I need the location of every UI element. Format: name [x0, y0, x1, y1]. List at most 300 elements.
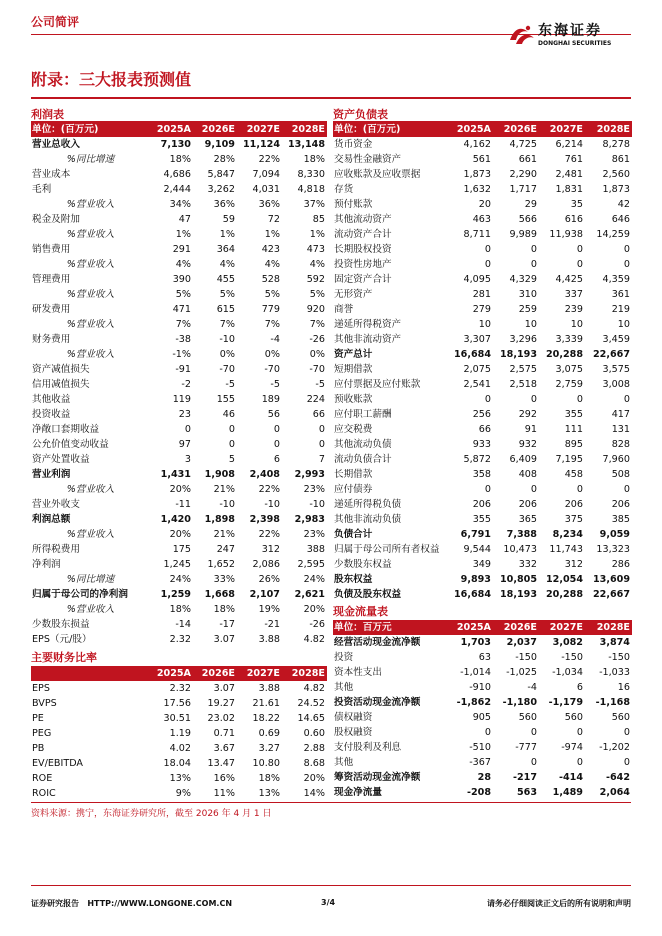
- row-value: 779: [261, 304, 280, 315]
- row-value: 23%: [303, 484, 325, 495]
- row-value: -1,014: [460, 667, 491, 678]
- row-value: 0: [484, 244, 491, 255]
- row-value: 47: [178, 214, 191, 225]
- row-value: 1,420: [160, 514, 191, 525]
- row-value: 2,575: [509, 364, 537, 375]
- row-value: -10: [264, 499, 280, 510]
- row-value: 0: [576, 727, 583, 738]
- row-label: 所得税费用: [32, 544, 80, 555]
- row-value: 34%: [169, 199, 191, 210]
- table-row: [333, 587, 632, 602]
- row-value: -1,025: [506, 667, 537, 678]
- table-row: [31, 527, 327, 542]
- table-row: [333, 542, 632, 557]
- row-value: 5: [228, 454, 235, 465]
- row-value: 18.04: [163, 758, 191, 769]
- row-label: 流动负债合计: [334, 454, 392, 465]
- header-year-cell: 2028E: [282, 666, 327, 681]
- table-row: [31, 711, 327, 726]
- row-label: 现金净流量: [334, 787, 382, 798]
- row-value: 3,459: [602, 334, 630, 345]
- table-row: [333, 302, 632, 317]
- table-row: [31, 392, 327, 407]
- row-value: 312: [261, 544, 280, 555]
- header-year-cell: 2028E: [282, 122, 327, 137]
- row-label: %营业收入: [66, 484, 115, 495]
- table-row: [31, 497, 327, 512]
- row-value: 259: [518, 304, 537, 315]
- row-value: 0: [184, 424, 191, 435]
- row-value: 18%: [169, 604, 191, 615]
- row-value: 0: [273, 424, 280, 435]
- row-value: 7,388: [506, 529, 537, 540]
- row-value: 4.82: [303, 683, 325, 694]
- row-value: 349: [472, 559, 491, 570]
- row-label: PE: [32, 713, 44, 724]
- row-label: 长期借款: [334, 469, 373, 480]
- row-label: %同比增速: [66, 154, 115, 165]
- row-value: 10: [617, 319, 630, 330]
- row-label: 资产处置收益: [32, 454, 90, 465]
- row-value: -5: [225, 379, 235, 390]
- row-value: 2,518: [509, 379, 537, 390]
- table-row: [31, 741, 327, 756]
- row-value: 0: [228, 424, 235, 435]
- row-value: 13,323: [596, 544, 630, 555]
- row-value: 21%: [213, 484, 235, 495]
- row-value: 361: [611, 289, 630, 300]
- row-value: 7,960: [602, 454, 630, 465]
- row-label: 其他收益: [32, 394, 71, 405]
- row-value: 408: [518, 469, 537, 480]
- row-value: 3,082: [552, 637, 583, 648]
- row-value: 10,805: [499, 574, 537, 585]
- row-value: 563: [516, 787, 537, 798]
- row-value: 0.71: [213, 728, 235, 739]
- row-value: 3: [184, 454, 191, 465]
- row-value: -974: [561, 742, 583, 753]
- row-value: 20,288: [545, 349, 583, 360]
- row-label: %营业收入: [66, 529, 115, 540]
- row-value: 17.56: [163, 698, 191, 709]
- row-value: 175: [172, 544, 191, 555]
- row-value: 13%: [258, 788, 280, 799]
- row-label: 应收账款及应收票据: [334, 169, 421, 180]
- row-value: 2,107: [249, 589, 280, 600]
- header-year-cell: 2027E: [237, 122, 282, 137]
- row-value: 0: [530, 244, 537, 255]
- row-value: 2,541: [463, 379, 491, 390]
- row-label: 固定资产合计: [334, 274, 392, 285]
- source-divider: [31, 802, 631, 803]
- row-value: 0: [318, 424, 325, 435]
- header-year-cell: 2027E: [539, 620, 585, 635]
- row-value: 18,193: [499, 349, 537, 360]
- table-row: [333, 422, 632, 437]
- row-label: 其他非流动负债: [334, 514, 402, 525]
- row-label: PB: [32, 743, 45, 754]
- row-value: 0.60: [303, 728, 325, 739]
- source-note: 资料来源：携宁，东海证券研究所，截至 2026 年 4 月 1 日: [31, 809, 272, 819]
- row-label: 公允价值变动收益: [32, 439, 109, 450]
- table-row: [333, 650, 632, 665]
- row-label: 商誉: [334, 304, 354, 315]
- row-value: 6,791: [460, 529, 491, 540]
- row-label: 负债合计: [334, 529, 373, 540]
- table-row: [31, 467, 327, 482]
- row-label: 应付票据及应付账款: [334, 379, 421, 390]
- row-value: 4.82: [303, 634, 325, 645]
- row-value: 10.80: [252, 758, 280, 769]
- row-label: 递延所得税资产: [334, 319, 402, 330]
- row-value: 37%: [303, 199, 325, 210]
- row-value: 189: [261, 394, 280, 405]
- row-value: 28: [477, 772, 491, 783]
- row-label: 归属于母公司的净利润: [32, 589, 128, 600]
- row-value: -208: [466, 787, 491, 798]
- row-value: 0: [623, 484, 630, 495]
- row-value: -150: [561, 652, 583, 663]
- row-value: 11,938: [549, 229, 583, 240]
- row-value: 615: [216, 304, 235, 315]
- table-row: [333, 635, 632, 650]
- row-label: 信用减值损失: [32, 379, 90, 390]
- row-value: -642: [605, 772, 630, 783]
- row-value: 206: [472, 499, 491, 510]
- row-value: -11: [175, 499, 191, 510]
- table-row: [31, 512, 327, 527]
- row-value: 46: [222, 409, 235, 420]
- row-value: 20: [478, 199, 491, 210]
- row-value: 19%: [258, 604, 280, 615]
- table-row: [333, 740, 632, 755]
- table-row: [31, 422, 327, 437]
- row-value: 4.02: [169, 743, 191, 754]
- row-value: 22,667: [592, 349, 630, 360]
- row-value: 0: [530, 484, 537, 495]
- header-year-cell: 2028E: [585, 122, 632, 137]
- row-value: 0: [484, 394, 491, 405]
- row-value: -1,033: [599, 667, 630, 678]
- row-value: 0: [318, 439, 325, 450]
- table-row: [333, 212, 632, 227]
- row-value: 3,339: [555, 334, 583, 345]
- table-header-row: [31, 666, 327, 681]
- row-value: 5%: [264, 289, 280, 300]
- row-value: 3.88: [258, 634, 280, 645]
- row-value: 2.88: [303, 743, 325, 754]
- table-row: [31, 152, 327, 167]
- row-value: 455: [216, 274, 235, 285]
- row-value: 0: [576, 757, 583, 768]
- table-row: [333, 725, 632, 740]
- row-label: 净利润: [32, 559, 61, 570]
- row-value: -5: [315, 379, 325, 390]
- row-value: -10: [309, 499, 325, 510]
- row-label: %营业收入: [66, 289, 115, 300]
- row-value: 42: [617, 199, 630, 210]
- table-row: [31, 212, 327, 227]
- row-label: 流动资产合计: [334, 229, 392, 240]
- table-row: [31, 617, 327, 632]
- row-label: 净敞口套期收益: [32, 424, 100, 435]
- row-value: 1,717: [509, 184, 537, 195]
- row-value: -1%: [172, 349, 191, 360]
- row-value: 247: [216, 544, 235, 555]
- row-label: 预付账款: [334, 199, 373, 210]
- row-value: 0: [623, 394, 630, 405]
- table-row: [333, 347, 632, 362]
- row-label: EV/EBITDA: [32, 758, 83, 769]
- row-value: 20%: [303, 773, 325, 784]
- table-row: [31, 771, 327, 786]
- table-row: [31, 632, 327, 647]
- row-value: 16%: [213, 773, 235, 784]
- table-row: [31, 542, 327, 557]
- row-value: 1,652: [207, 559, 235, 570]
- income-statement-title: 利润表: [31, 108, 64, 121]
- row-value: 1,703: [460, 637, 491, 648]
- row-value: 3,296: [509, 334, 537, 345]
- row-label: ROE: [32, 773, 53, 784]
- table-row: [31, 362, 327, 377]
- row-value: 1,245: [163, 559, 191, 570]
- row-value: 592: [306, 274, 325, 285]
- row-value: -70: [219, 364, 235, 375]
- row-value: 0: [530, 757, 537, 768]
- table-header-row: [333, 122, 632, 137]
- row-value: 14,259: [596, 229, 630, 240]
- row-value: 23.02: [207, 713, 235, 724]
- row-value: 24.52: [297, 698, 325, 709]
- table-row: [333, 152, 632, 167]
- row-value: 0: [623, 244, 630, 255]
- row-label: 研发费用: [32, 304, 71, 315]
- row-value: 155: [216, 394, 235, 405]
- table-row: [333, 680, 632, 695]
- table-row: [333, 407, 632, 422]
- row-value: 291: [172, 244, 191, 255]
- row-value: 206: [611, 499, 630, 510]
- row-value: 16: [617, 682, 630, 693]
- row-value: 206: [518, 499, 537, 510]
- table-row: [333, 287, 632, 302]
- row-value: -38: [175, 334, 191, 345]
- row-value: 24%: [169, 574, 191, 585]
- row-value: 63: [478, 652, 491, 663]
- row-value: 4,425: [555, 274, 583, 285]
- row-label: 税金及附加: [32, 214, 80, 225]
- row-value: 390: [172, 274, 191, 285]
- table-row: [31, 587, 327, 602]
- row-label: %营业收入: [66, 319, 115, 330]
- row-value: 9,059: [599, 529, 630, 540]
- footer-disclaimer: 请务必仔细阅读正文后的所有说明和声明: [487, 899, 631, 908]
- row-value: 9%: [175, 788, 191, 799]
- row-value: -26: [309, 334, 325, 345]
- row-value: 646: [611, 214, 630, 225]
- row-value: 3,075: [555, 364, 583, 375]
- table-row: [333, 167, 632, 182]
- table-row: [31, 227, 327, 242]
- company-logo: [508, 20, 632, 54]
- title-divider: [31, 97, 631, 99]
- row-value: 1,259: [160, 589, 191, 600]
- table-row: [333, 272, 632, 287]
- row-value: 458: [564, 469, 583, 480]
- row-value: 337: [564, 289, 583, 300]
- table-row: [333, 227, 632, 242]
- row-label: %营业收入: [66, 604, 115, 615]
- row-label: 毛利: [32, 184, 52, 195]
- row-label: 其他流动资产: [334, 214, 392, 225]
- table-row: [31, 602, 327, 617]
- row-value: 1,831: [555, 184, 583, 195]
- row-value: 20%: [303, 604, 325, 615]
- row-value: 1.19: [169, 728, 191, 739]
- table-row: [31, 557, 327, 572]
- row-value: 256: [472, 409, 491, 420]
- row-value: 279: [472, 304, 491, 315]
- row-value: 131: [611, 424, 630, 435]
- row-value: 6,409: [509, 454, 537, 465]
- row-value: 206: [564, 499, 583, 510]
- row-value: -1,034: [552, 667, 583, 678]
- row-value: 8,234: [552, 529, 583, 540]
- row-value: 281: [472, 289, 491, 300]
- table-row: [333, 257, 632, 272]
- row-value: 10: [570, 319, 583, 330]
- row-value: 2,481: [555, 169, 583, 180]
- row-label: 其他流动负债: [334, 439, 392, 450]
- header-section-label: 公司简评: [31, 15, 80, 29]
- table-row: [333, 785, 632, 800]
- row-value: 3.07: [213, 634, 235, 645]
- table-row: [31, 197, 327, 212]
- table-row: [31, 696, 327, 711]
- table-row: [333, 770, 632, 785]
- row-value: 28%: [213, 154, 235, 165]
- table-row: [333, 197, 632, 212]
- row-value: 905: [472, 712, 491, 723]
- table-header-row: [31, 122, 327, 137]
- row-label: 股东权益: [334, 574, 373, 585]
- table-header-row: [333, 620, 632, 635]
- row-value: 463: [472, 214, 491, 225]
- row-value: 4,329: [509, 274, 537, 285]
- row-value: 6: [576, 682, 583, 693]
- balance-sheet-table: [333, 122, 632, 602]
- table-row: [31, 347, 327, 362]
- row-value: 7: [318, 454, 325, 465]
- row-value: 10,473: [503, 544, 537, 555]
- row-value: 4%: [175, 259, 191, 270]
- cashflow-title: 现金流量表: [333, 605, 388, 618]
- row-value: 2,086: [252, 559, 280, 570]
- row-value: -1,180: [502, 697, 537, 708]
- row-label: 营业利润: [32, 469, 71, 480]
- row-value: 29: [524, 199, 537, 210]
- row-value: 364: [216, 244, 235, 255]
- row-value: 358: [472, 469, 491, 480]
- table-row: [31, 332, 327, 347]
- row-value: 22%: [258, 484, 280, 495]
- row-label: 长期股权投资: [334, 244, 392, 255]
- footer-divider: [31, 885, 631, 886]
- row-label: %营业收入: [66, 349, 115, 360]
- row-value: 6: [273, 454, 280, 465]
- row-value: 9,109: [204, 139, 235, 150]
- row-label: 应交税费: [334, 424, 373, 435]
- row-value: 10: [524, 319, 537, 330]
- row-value: 2,408: [249, 469, 280, 480]
- row-label: 存货: [334, 184, 354, 195]
- row-value: 66: [478, 424, 491, 435]
- row-value: 566: [518, 214, 537, 225]
- row-value: 16,684: [453, 589, 491, 600]
- row-value: 35: [570, 199, 583, 210]
- row-value: 21.61: [252, 698, 280, 709]
- table-row: [333, 512, 632, 527]
- table-row: [333, 332, 632, 347]
- row-value: 0: [484, 484, 491, 495]
- row-value: 2,759: [555, 379, 583, 390]
- row-value: 36%: [213, 199, 235, 210]
- row-value: 508: [611, 469, 630, 480]
- row-value: 0: [623, 727, 630, 738]
- row-value: 2.32: [169, 683, 191, 694]
- header-year-cell: 2025A: [448, 620, 493, 635]
- row-value: 312: [564, 559, 583, 570]
- row-value: 7,130: [160, 139, 191, 150]
- row-value: 0: [530, 727, 537, 738]
- row-value: 0%: [264, 349, 280, 360]
- row-label: 少数股东损益: [32, 619, 90, 630]
- header-unit-cell: [31, 666, 149, 681]
- table-row: [31, 272, 327, 287]
- ratios-table: [31, 666, 327, 801]
- row-label: 营业外收支: [32, 499, 80, 510]
- row-value: 85: [312, 214, 325, 225]
- row-value: 661: [518, 154, 537, 165]
- row-value: 72: [267, 214, 280, 225]
- row-value: 4%: [264, 259, 280, 270]
- row-value: 286: [611, 559, 630, 570]
- row-value: 0%: [309, 349, 325, 360]
- table-row: [31, 786, 327, 801]
- row-value: 0: [484, 259, 491, 270]
- table-row: [31, 482, 327, 497]
- row-value: 3.07: [213, 683, 235, 694]
- table-row: [31, 317, 327, 332]
- row-value: 22%: [258, 529, 280, 540]
- row-value: 933: [472, 439, 491, 450]
- row-value: 2,290: [509, 169, 537, 180]
- row-value: -414: [558, 772, 583, 783]
- row-value: 471: [172, 304, 191, 315]
- row-label: 投资性房地产: [334, 259, 392, 270]
- row-label: 短期借款: [334, 364, 373, 375]
- row-value: 365: [518, 514, 537, 525]
- row-label: 其他: [334, 757, 354, 768]
- row-value: 66: [312, 409, 325, 420]
- row-value: 2,993: [294, 469, 325, 480]
- row-value: 7%: [175, 319, 191, 330]
- table-row: [333, 572, 632, 587]
- row-value: 20%: [169, 484, 191, 495]
- row-value: 2.32: [169, 634, 191, 645]
- row-value: 1,898: [204, 514, 235, 525]
